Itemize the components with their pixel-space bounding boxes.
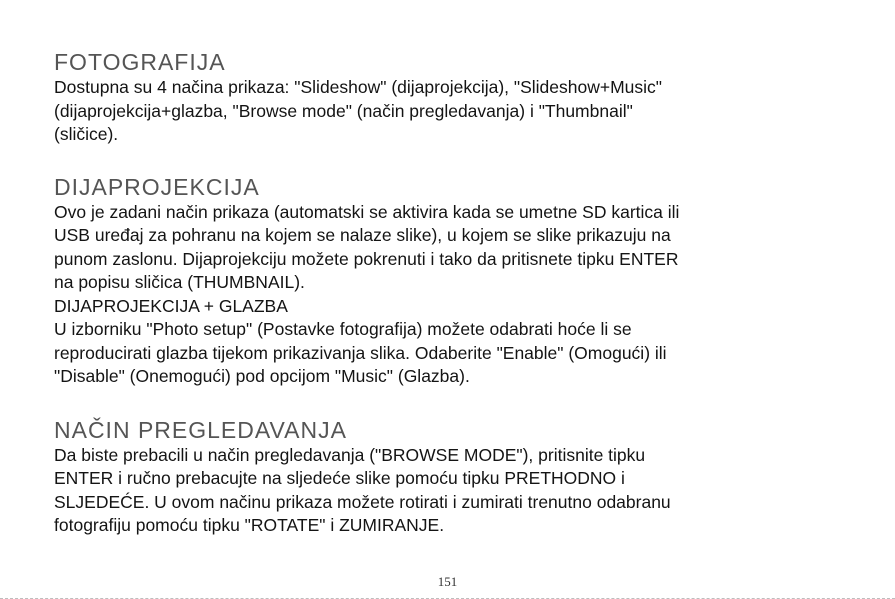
- text-line: na popisu sličica (THUMBNAIL).: [54, 272, 305, 292]
- text-line: reproducirati glazba tijekom prikazivanja slika. Odaberite "Enable" (Omogući) ili: [54, 342, 667, 363]
- text-line: Dostupna su 4 načina prikaza: "Slideshow" (dijaprojekcija), "Slideshow+Music": [54, 77, 662, 97]
- text-line: ENTER i ručno prebacujte na sljedeće slike pomoću tipku PRETHODNO i: [54, 468, 625, 488]
- text-line: Ovo je zadani način prikaza (automatski se aktivira kada se umetne SD kartica ili: [54, 201, 680, 222]
- text-line: Da biste prebacili u način pregledavanja ("BROWSE MODE"), pritisnite tipku: [54, 444, 646, 465]
- paragraph-nacin-pregledavanja: [54, 444, 844, 538]
- paragraph-fotografija: [54, 76, 844, 147]
- paragraph-dijaprojekcija: [54, 201, 844, 389]
- section-heading-dijaprojekcija: DIJAPROJEKCIJA: [54, 173, 260, 200]
- manual-page: [54, 48, 844, 538]
- subheading-dijaprojekcija-glazba: DIJAPROJEKCIJA + GLAZBA: [54, 295, 288, 316]
- text-line: (dijaprojekcija+glazba, "Browse mode" (način pregledavanja) i "Thumbnail": [54, 100, 633, 121]
- text-line: USB uređaj za pohranu na kojem se nalaze slike), u kojem se slike prikazuju na: [54, 225, 671, 245]
- section-dijaprojekcija: [54, 173, 844, 389]
- text-line: (sličice).: [54, 124, 119, 144]
- section-fotografija: [54, 48, 844, 147]
- text-line: fotografiju pomoću tipku "ROTATE" i ZUMIRANJE.: [54, 515, 445, 535]
- section-spacer: [54, 147, 844, 173]
- text-line: SLJEDEĆE. U ovom načinu prikaza možete rotirati i zumirati trenutno odabranu: [54, 491, 671, 512]
- section-nacin-pregledavanja: [54, 416, 844, 538]
- text-line: U izborniku "Photo setup" (Postavke fotografija) možete odabrati hoće li se: [54, 319, 632, 339]
- section-heading-nacin-pregledavanja: NAČIN PREGLEDAVANJA: [54, 416, 347, 443]
- text-line: "Disable" (Onemogući) pod opcijom "Music" (Glazba).: [54, 366, 470, 386]
- page-number: 151: [437, 574, 458, 589]
- section-heading-fotografija: FOTOGRAFIJA: [54, 49, 226, 75]
- section-spacer: [54, 389, 844, 416]
- text-line: punom zaslonu. Dijaprojekciju možete pokrenuti i tako da pritisnete tipku ENTER: [54, 248, 679, 269]
